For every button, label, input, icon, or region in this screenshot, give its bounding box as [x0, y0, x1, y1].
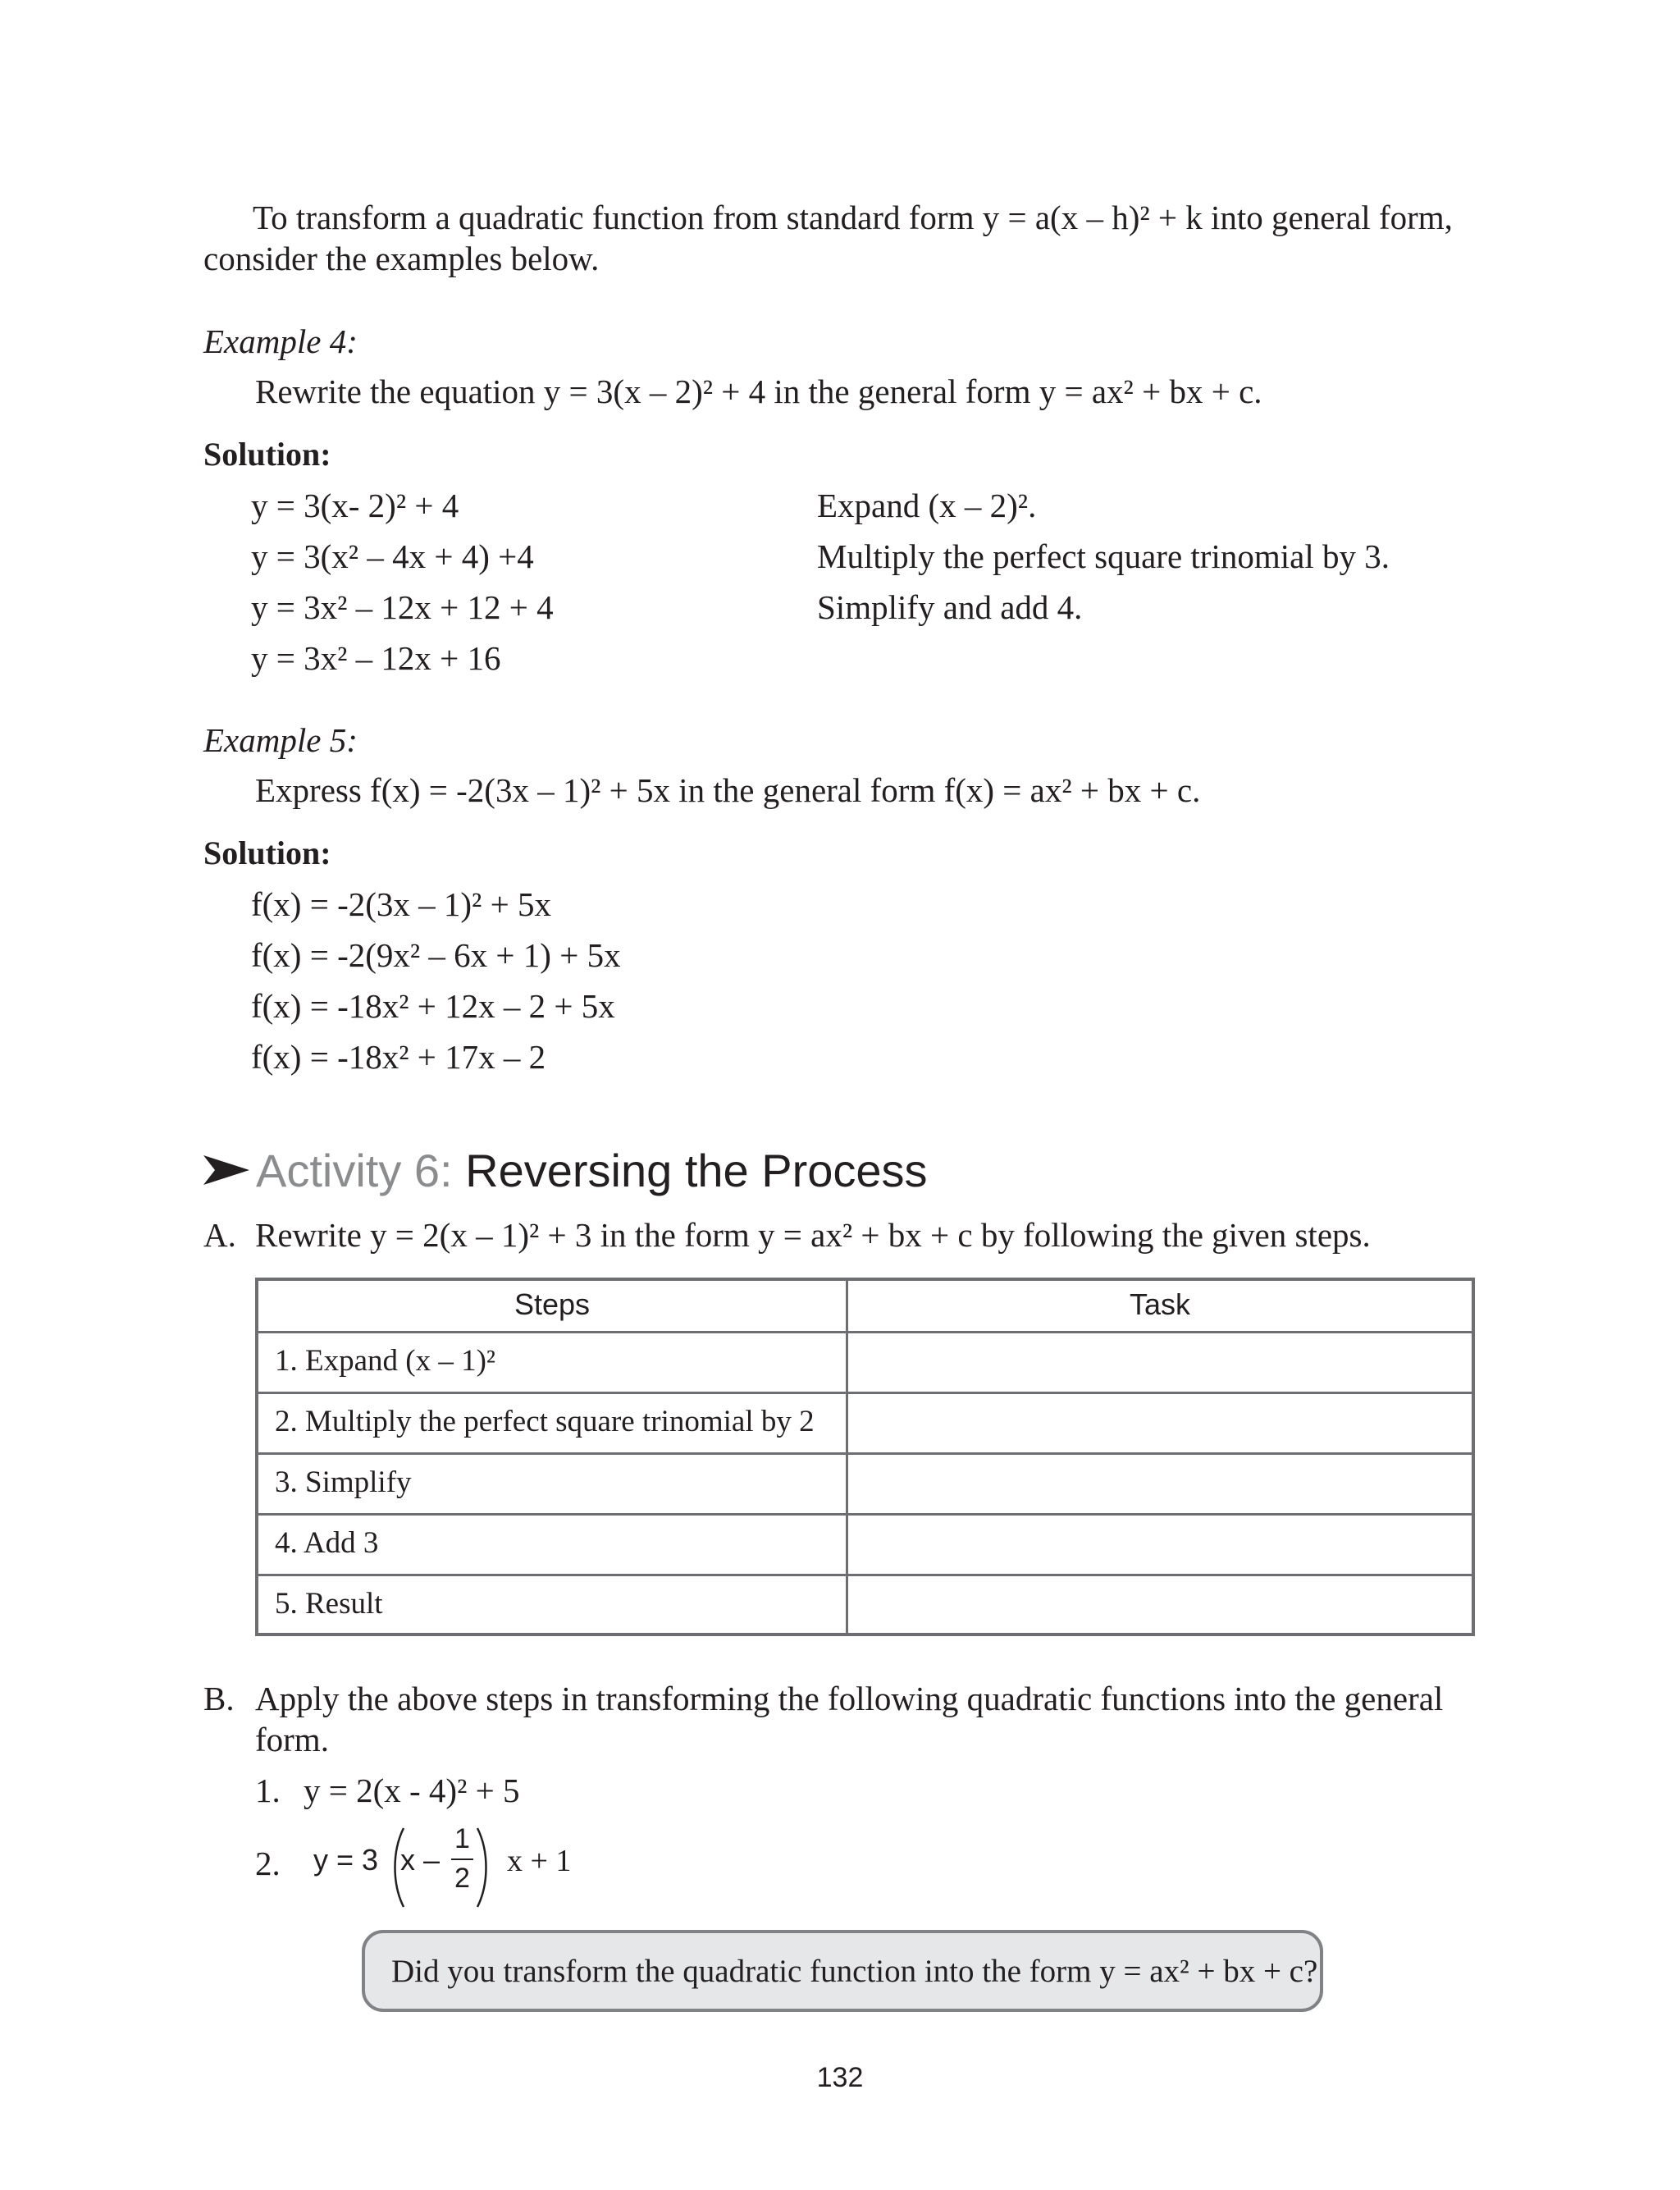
example-5-step-4: f(x) = -18x² + 17x – 2 [251, 1038, 546, 1076]
example-4-step-1: y = 3(x- 2)² + 4 [251, 487, 459, 524]
table-row-step-1: 1. Expand (x – 1)² [275, 1344, 496, 1378]
example-4-step-3: y = 3x² – 12x + 12 + 4 [251, 588, 554, 626]
part-b-item-1-number: 1. [255, 1772, 281, 1809]
task-answer-cell-1[interactable] [848, 1333, 1472, 1392]
intro-line-1: To transform a quadratic function from standard form y = a(x – h)² + k into general form, [253, 199, 1453, 236]
right-parenthesis-icon [474, 1827, 492, 1909]
example-5-step-1: f(x) = -2(3x – 1)² + 5x [251, 885, 551, 923]
arrowhead-icon [203, 1152, 249, 1188]
fraction-denominator: 2 [454, 1863, 470, 1894]
activity-title: Reversing the Process [465, 1145, 928, 1196]
task-answer-cell-3[interactable] [848, 1455, 1472, 1513]
example-4-solution-label: Solution: [203, 436, 331, 473]
fraction-bar [451, 1859, 473, 1860]
part-b-item-2-expression [313, 1823, 584, 1913]
table-row-step-2: 2. Multiply the perfect square trinomial by 2 [275, 1405, 815, 1438]
expression-tail: x + 1 [507, 1844, 572, 1878]
example-4-note-3: Simplify and add 4. [817, 588, 1083, 626]
example-5-step-3: f(x) = -18x² + 12x – 2 + 5x [251, 987, 615, 1025]
task-answer-cell-5[interactable] [848, 1576, 1472, 1633]
steps-table [255, 1278, 1475, 1636]
fraction-numerator: 1 [454, 1823, 470, 1854]
expression-inner: x – [400, 1843, 441, 1877]
activity-heading [203, 1145, 928, 1197]
part-b-marker: B. [203, 1680, 235, 1717]
activity-number: Activity 6: [256, 1145, 466, 1196]
check-question: Did you transform the quadratic function into the form y = ax² + bx + c? [391, 1954, 1318, 1989]
expression-lhs: y = 3 [313, 1843, 379, 1877]
table-header-task: Task [1129, 1287, 1191, 1321]
part-b-item-2-number: 2. [255, 1845, 281, 1882]
example-4-step-2: y = 3(x² – 4x + 4) +4 [251, 537, 534, 575]
example-4-step-4: y = 3x² – 12x + 16 [251, 639, 501, 677]
intro-line-2: consider the examples below. [203, 240, 600, 277]
example-4-note-1: Expand (x – 2)². [817, 487, 1037, 524]
task-answer-cell-4[interactable] [848, 1516, 1472, 1574]
table-row-step-4: 4. Add 3 [275, 1526, 379, 1560]
task-answer-cell-2[interactable] [848, 1394, 1472, 1452]
table-row-step-5: 5. Result [275, 1587, 383, 1621]
table-header-steps: Steps [514, 1287, 591, 1321]
example-5-step-2: f(x) = -2(9x² – 6x + 1) + 5x [251, 936, 621, 974]
example-5-prompt: Express f(x) = -2(3x – 1)² + 5x in the general form f(x) = ax² + bx + c. [255, 771, 1201, 809]
example-4-label: Example 4: [203, 322, 358, 360]
check-question-box [362, 1930, 1323, 2012]
example-4-note-2: Multiply the perfect square trinomial by 3. [817, 537, 1390, 575]
part-b-line-1: Apply the above steps in transforming the following quadratic functions into the general [255, 1680, 1444, 1717]
part-a-marker: A. [203, 1216, 236, 1254]
part-a-instruction: Rewrite y = 2(x – 1)² + 3 in the form y = ax² + bx + c by following the given steps. [255, 1216, 1371, 1254]
page-number: 132 [816, 2062, 864, 2093]
example-4-prompt: Rewrite the equation y = 3(x – 2)² + 4 in the general form y = ax² + bx + c. [255, 373, 1262, 410]
part-b-line-2: form. [255, 1721, 329, 1758]
part-b-item-1: y = 2(x - 4)² + 5 [304, 1772, 520, 1809]
example-5-solution-label: Solution: [203, 834, 331, 871]
table-row-step-3: 3. Simplify [275, 1465, 412, 1499]
example-5-label: Example 5: [203, 721, 358, 759]
